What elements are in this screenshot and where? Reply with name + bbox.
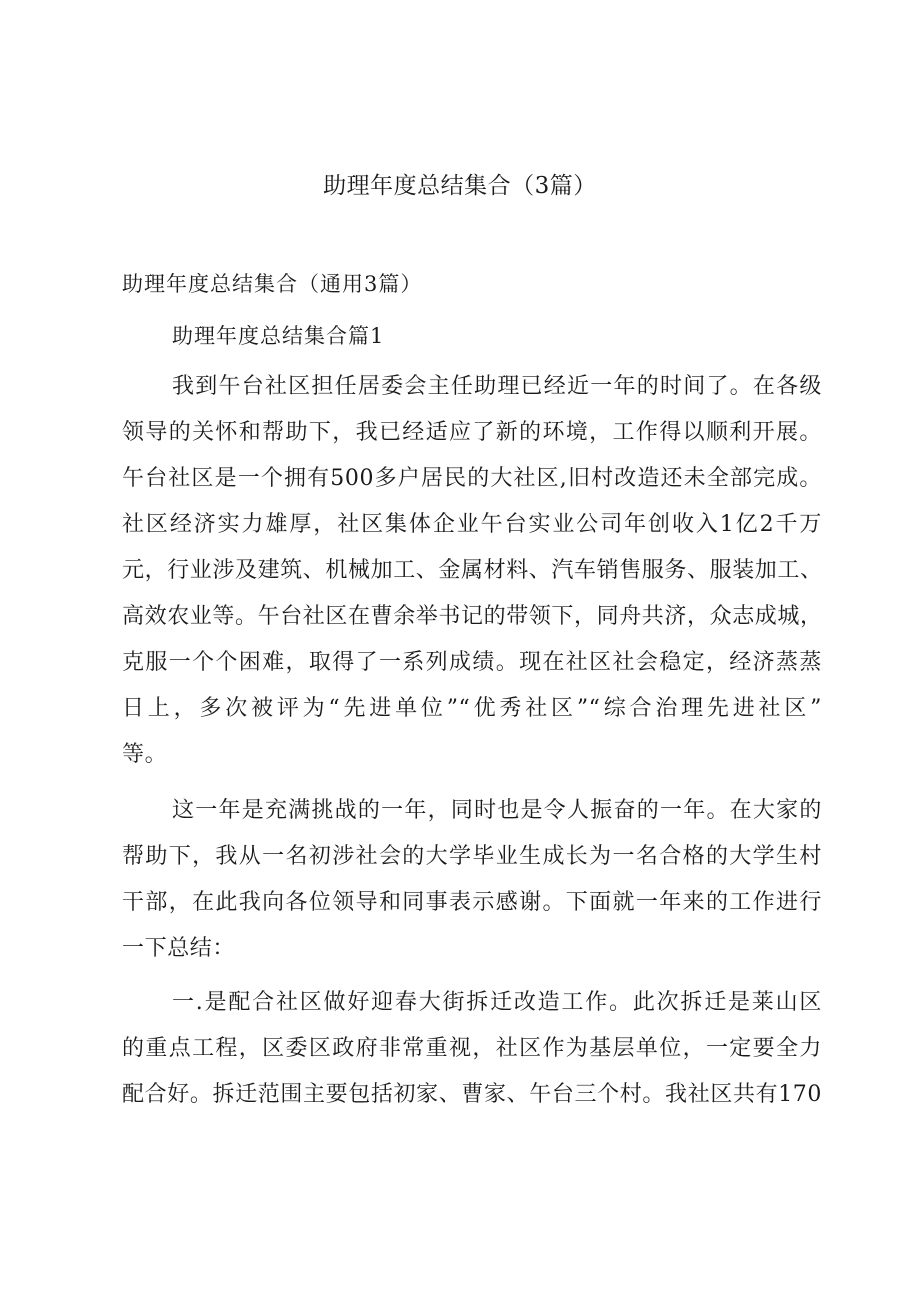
text-line: 一.是配合社区做好迎春大街拆迁改造工作。此次拆迁是莱山区 bbox=[172, 990, 822, 1015]
text-line: 的重点工程，区委区政府非常重视，社区作为基层单位，一定要全力 bbox=[122, 1036, 822, 1061]
text-line: 社区经济实力雄厚，社区集体企业午台实业公司年创收入1亿2千万 bbox=[122, 512, 822, 537]
text-line: 克服一个个困难，取得了一系列成绩。现在社区社会稳定，经济蒸蒸 bbox=[122, 650, 822, 675]
text-line: 干部，在此我向各位领导和同事表示感谢。下面就一年来的工作进行 bbox=[122, 890, 822, 915]
text-line: 一下总结： bbox=[122, 936, 236, 961]
text-line: 午台社区是一个拥有500多户居民的大社区,旧村改造还未全部完成。 bbox=[122, 466, 822, 491]
paragraph-1 bbox=[122, 364, 822, 778]
text-line: 我到午台社区担任居委会主任助理已经近一年的时间了。在各级 bbox=[172, 374, 822, 399]
text-line: 高效农业等。午台社区在曹余举书记的带领下，同舟共济，众志成城， bbox=[122, 604, 823, 629]
document-subtitle: 助理年度总结集合（通用3篇） bbox=[122, 272, 423, 296]
text-line: 元，行业涉及建筑、机械加工、金属材料、汽车销售服务、服装加工、 bbox=[122, 558, 823, 583]
text-line: 日上，多次被评为“先进单位”“优秀社区”“综合治理先进社区” bbox=[122, 696, 822, 721]
text-line: 领导的关怀和帮助下，我已经适应了新的环境，工作得以顺利开展。 bbox=[122, 420, 822, 445]
text-line: 配合好。拆迁范围主要包括初家、曹家、午台三个村。我社区共有170 bbox=[122, 1082, 822, 1107]
text-line: 等。 bbox=[122, 742, 168, 767]
paragraph-3 bbox=[122, 980, 822, 1118]
document-title: 助理年度总结集合（3篇） bbox=[323, 173, 597, 199]
section-heading: 助理年度总结集合篇1 bbox=[172, 324, 385, 348]
text-line: 这一年是充满挑战的一年，同时也是令人振奋的一年。在大家的 bbox=[172, 798, 822, 823]
text-line: 帮助下，我从一名初涉社会的大学毕业生成长为一名合格的大学生村 bbox=[122, 844, 822, 869]
paragraph-2 bbox=[122, 788, 822, 972]
